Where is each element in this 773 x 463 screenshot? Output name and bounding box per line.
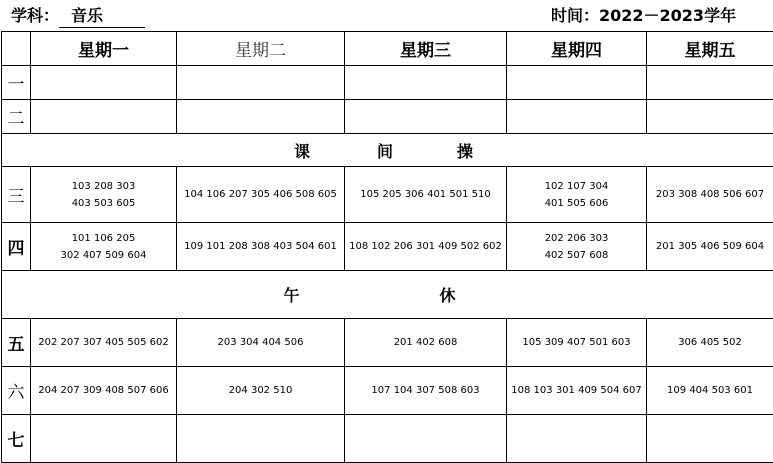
period-label: 二 <box>2 100 31 134</box>
schedule-cell <box>647 100 773 134</box>
schedule-cell <box>647 167 773 223</box>
banner-char: 午 <box>283 286 300 305</box>
schedule-cell <box>647 367 773 415</box>
period-row <box>2 223 773 271</box>
class-list-line: 203 304 404 506 <box>217 337 304 348</box>
period-row <box>2 66 773 100</box>
schedule-cell <box>507 100 647 134</box>
class-list-line: 102 107 304 <box>544 180 609 192</box>
class-list-line: 103 208 303 <box>71 180 136 192</box>
class-list-line: 201 305 406 509 604 <box>655 241 765 252</box>
day-header-tue: 星期二 <box>177 32 345 66</box>
subject-label: 学科： <box>11 6 60 25</box>
day-header-fri: 星期五 <box>647 32 773 66</box>
period-label: 五 <box>2 319 31 367</box>
schedule-cell <box>31 415 177 463</box>
class-list-line: 108 103 301 409 504 607 <box>511 385 642 396</box>
exercise-banner-row <box>2 134 773 167</box>
class-list-line: 201 402 608 <box>393 337 458 348</box>
subject-line <box>11 3 145 28</box>
class-list-line: 109 404 503 601 <box>667 385 753 396</box>
page-header <box>0 0 773 30</box>
schedule-cell <box>345 223 507 271</box>
schedule-cell <box>507 415 647 463</box>
day-header-wed: 星期三 <box>345 32 507 66</box>
banner-char: 课 <box>293 141 310 161</box>
schedule-cell <box>177 66 345 100</box>
schedule-cell <box>647 415 773 463</box>
period-row <box>2 167 773 223</box>
noon-banner <box>2 271 773 319</box>
class-list-line: 202 207 307 405 505 602 <box>38 337 169 348</box>
period-label: 四 <box>2 223 31 271</box>
class-list-line: 403 503 605 <box>71 197 136 209</box>
schedule-cell <box>177 415 345 463</box>
class-list-line: 105 205 306 401 501 510 <box>360 189 491 200</box>
schedule-cell <box>647 66 773 100</box>
day-header-mon: 星期一 <box>31 32 177 66</box>
class-list-line: 109 101 208 308 403 504 601 <box>184 241 337 252</box>
class-list-line: 202 206 303 <box>544 232 609 244</box>
period-row <box>2 367 773 415</box>
schedule-cell <box>31 167 177 223</box>
period-label: 一 <box>2 66 31 100</box>
class-list-line: 101 106 205 <box>71 232 136 244</box>
schedule-cell <box>31 367 177 415</box>
period-row <box>2 100 773 134</box>
schedule-cell <box>177 223 345 271</box>
schedule-cell <box>177 100 345 134</box>
class-list-line: 401 505 606 <box>544 197 609 209</box>
schedule-cell <box>31 100 177 134</box>
schedule-cell <box>345 415 507 463</box>
class-list-line: 105 309 407 501 603 <box>522 337 631 348</box>
class-list-line: 107 104 307 508 603 <box>371 385 480 396</box>
subject-value: 音乐 <box>59 3 145 28</box>
noon-banner-row <box>2 271 773 319</box>
schedule-cell <box>345 367 507 415</box>
schedule-cell <box>345 100 507 134</box>
corner-cell <box>2 32 31 66</box>
schedule-cell <box>345 319 507 367</box>
schedule-cell <box>31 66 177 100</box>
class-list-line: 306 405 502 <box>678 337 742 348</box>
class-list-line: 402 507 608 <box>544 249 609 261</box>
period-row <box>2 415 773 463</box>
period-label: 六 <box>2 367 31 415</box>
banner-char: 间 <box>376 141 393 161</box>
schedule-cell <box>507 319 647 367</box>
class-list-line: 302 407 509 604 <box>60 249 147 261</box>
banner-char: 操 <box>457 141 474 161</box>
schedule-table <box>1 31 773 463</box>
schedule-cell <box>345 167 507 223</box>
class-list-line: 204 302 510 <box>228 385 293 396</box>
period-label: 三 <box>2 167 31 223</box>
schedule-cell <box>177 367 345 415</box>
schedule-cell <box>507 66 647 100</box>
schedule-cell <box>507 167 647 223</box>
period-label: 七 <box>2 415 31 463</box>
day-header-thu: 星期四 <box>507 32 647 66</box>
schedule-cell <box>31 223 177 271</box>
banner-char: 休 <box>439 286 456 305</box>
class-list-line: 203 308 408 506 607 <box>655 189 765 200</box>
schedule-cell <box>647 223 773 271</box>
exercise-banner <box>2 134 773 167</box>
day-header-row <box>2 32 773 66</box>
class-list-line: 204 207 309 408 507 606 <box>38 385 169 396</box>
schedule-cell <box>31 319 177 367</box>
schedule-cell <box>507 223 647 271</box>
schedule-cell <box>345 66 507 100</box>
class-list-line: 104 106 207 305 406 508 605 <box>184 189 337 200</box>
period-row <box>2 319 773 367</box>
class-list-line: 108 102 206 301 409 502 602 <box>349 241 502 252</box>
schedule-cell <box>647 319 773 367</box>
schedule-cell <box>507 367 647 415</box>
schedule-cell <box>177 319 345 367</box>
schedule-cell <box>177 167 345 223</box>
school-year: 时间：2022－2023学年 <box>551 6 737 25</box>
